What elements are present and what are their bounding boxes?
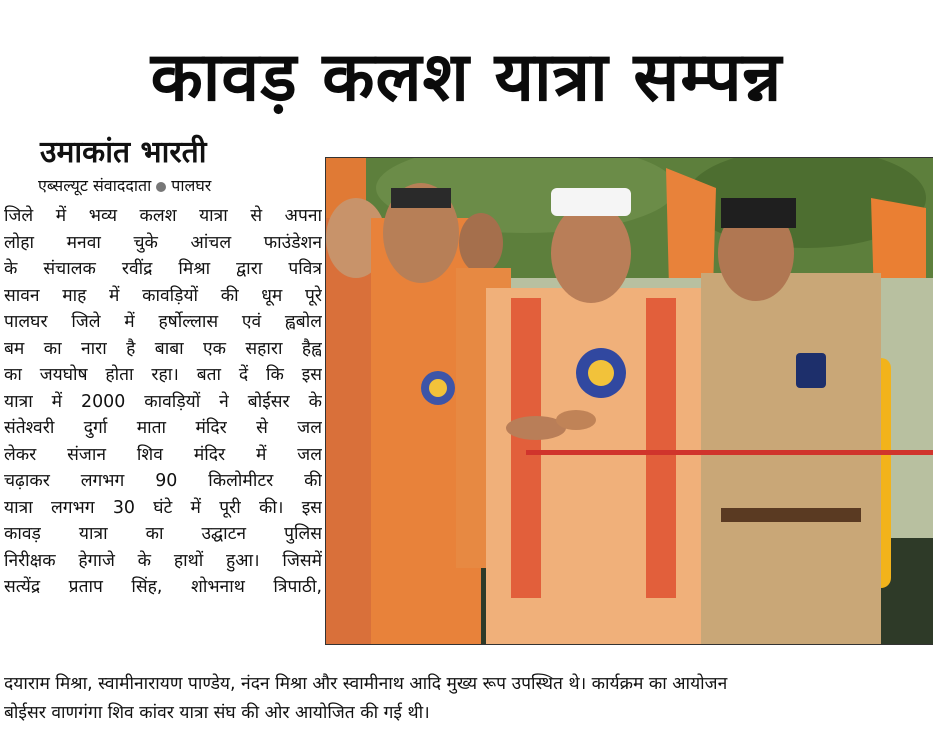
article-column — [4, 203, 322, 601]
column-line: बम का नारा है बाबा एक सहारा हैह्व — [4, 338, 322, 359]
column-line: का जयघोष होता रहा। बता दें कि इस — [4, 365, 322, 385]
column-line: पालघर जिले में हर्षोल्लास एवं ह्वबोल — [4, 312, 322, 332]
full-width-line: दयाराम मिश्रा, स्वामीनारायण पाण्डेय, नंदन मिश्रा और स्वामीनाथ आदि मुख्य रूप उपस्थित थे। कार्यक्रम का आयोजन — [4, 674, 728, 694]
column-line: लोहा मनवा चुके आंचल फाउंडेशन — [4, 232, 322, 253]
headline: कावड़ कलश यात्रा सम्पन्न — [150, 38, 783, 117]
column-line: संतेश्वरी दुर्गा माता मंदिर से जल — [4, 418, 322, 438]
byline-role: एब्सल्यूट संवाददाता — [38, 176, 152, 195]
column-line: यात्रा लगभग 30 घंटे में पूरी की। इस — [4, 497, 322, 518]
column-line: के संचालक रवींद्र मिश्रा द्वारा पवित्र — [4, 259, 322, 279]
byline-author: उमाकांत भारती — [40, 135, 207, 170]
column-line: जिले में भव्य कलश यात्रा से अपना — [4, 206, 322, 226]
column-line: कावड़ यात्रा का उद्घाटन पुलिस — [4, 524, 322, 544]
byline-location: पालघर — [171, 176, 212, 195]
column-line: निरीक्षक हेगाजे के हाथों हुआ। जिसमें — [4, 550, 322, 571]
full-width-line: बोईसर वाणगंगा शिव कांवर यात्रा संघ की ओर आयोजित की गई थी। — [4, 703, 430, 723]
byline-meta — [38, 175, 211, 197]
news-photo — [325, 157, 933, 645]
column-line: चढ़ाकर लगभग 90 किलोमीटर की — [4, 471, 322, 491]
column-line: सत्येंद्र प्रताप सिंह, शोभनाथ त्रिपाठी, — [4, 577, 322, 597]
column-line: यात्रा में 2000 कावड़ियों ने बोईसर के — [4, 391, 322, 412]
column-line: लेकर संजान शिव मंदिर में जल — [4, 444, 322, 465]
article-footer-text — [4, 670, 930, 728]
bullet-icon — [156, 182, 166, 192]
column-line: सावन माह में कावड़ियों की धूम पूरे — [4, 285, 322, 306]
ribbon-cutting-photo — [326, 158, 933, 644]
